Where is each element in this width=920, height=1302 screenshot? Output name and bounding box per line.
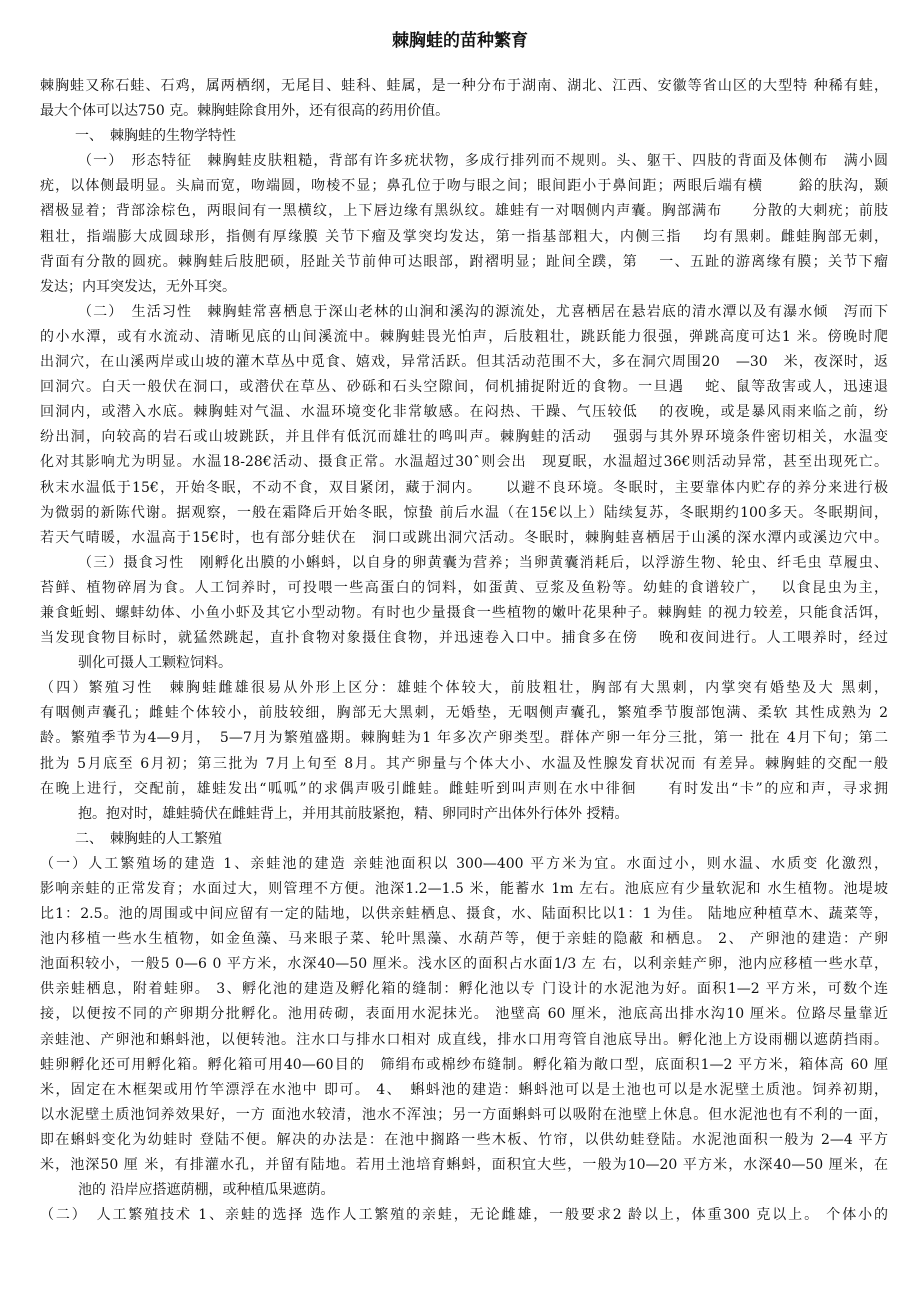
text-line: 当发现食物目标时，就猛然跳起，直扑食物对象摄住食物，并迅速卷入口中。捕食多在傍 晚和夜间进行。人工喂养时，经过 — [40, 630, 888, 647]
text-line: 疣，以体侧最明显。头扁而宽，吻端圆，吻棱不显；鼻孔位于吻与眼之间；眼间距小于鼻间距；两眼后端有横 鋊的肤沟，颞 — [40, 178, 888, 195]
text-line: 纷出洞，向较高的岩石或山坡跳跃，并且伴有低沉而雄壮的鸣叫声。棘胸蛙的活动 强弱与其外界环境条件密切相关，水温变 — [40, 429, 888, 446]
text-line: 比1：2.5。池的周围或中间应留有一定的陆地，以供亲蛙栖息、摄食，水、陆面积比以1：1 为佳。 陆地应种植草木、蔬菜等， — [40, 906, 888, 923]
text-line: 棘胸蛙又称石蛙、石鸡，属两栖纲，无尾目、蛙科、蛙属，是一种分布于湖南、湖北、江西、安徽等省山区的大型特 种稀有蛙， — [40, 78, 888, 94]
text-line: 米，固定在木框架或用竹竿漂浮在水池中 即可。 4、 蝌蚪池的建造：蝌蚪池可以是土池也可以是水泥壁土质池。饲养初期， — [40, 1081, 888, 1098]
text-line: 蛙卵孵化还可用孵化箱。孵化箱可用40—60目的 筛绢布或棉纱布缝制。孵化箱为敞口型，底面积1—2 平方米，箱体高 60 厘 — [40, 1056, 888, 1073]
text-line: （二） 生活习性 棘胸蛙常喜栖息于深山老林的山涧和溪沟的源流处，尤喜栖居在悬岩底的清水潭以及有瀑水倾 泻而下 — [78, 303, 888, 320]
text-line: （四）繁殖习性 棘胸蛙雌雄很易从外形上区分：雄蛙个体较大，前肢粗壮，胸部有大黑刺，内掌突有婚垫及大 黑刺， — [40, 680, 888, 697]
text-line: 供亲蛙栖息，附着蛙卵。 3、孵化池的建造及孵化箱的缝制：孵化池以专 门设计的水泥池为好。面积1—2 平方米，可数个连 — [40, 981, 888, 998]
text-line: 池面积较小，一般5 0—6 0 平方米，水深40—50 厘米。浅水区的面积占水面1/3 左 右，以利亲蛙产卵，池内应移植一些水草， — [40, 956, 888, 973]
document-body — [40, 74, 888, 1228]
text-line: 接，以便按不同的产卵期分批孵化。池用砖砌，表面用水泥抹光。 池壁高 60 厘米，池底高出排水沟10 厘米。位路尽量靠近 — [40, 1006, 888, 1023]
text-line: 发达；内耳突发达，无外耳突。 — [40, 278, 236, 295]
text-line: 龄。繁殖季节为4—9月， 5—7月为繁殖盛期。棘胸蛙为1 年多次产卵类型。群体产卵一年分三批，第一 批在 4月下旬；第二 — [40, 730, 888, 747]
text-line: 亲蛙池、产卵池和蝌蚪池，以便转池。注水口与排水口相对 成直线，排水口用弯管自池底导出。孵化池上方设雨棚以遮荫挡雨。 — [40, 1031, 888, 1048]
text-line: 出洞穴，在山溪两岸或山坡的灌木草丛中觅食、嬉戏，异常活跃。但其活动范围不大，多在洞穴周围20 —30 米，夜深时，返 — [40, 354, 888, 371]
text-line: 背面有分散的圆疣。棘胸蛙后肢肥硕，胫趾关节前伸可达眼部，跗褶明显；趾间全蹼，第 一、五趾的游离缘有膜；关节下瘤 — [40, 253, 888, 270]
text-line: （一）人工繁殖场的建造 1、亲蛙池的建造 亲蛙池面积以 300—400 平方米为宜。水面过小，则水温、水质变 化激烈， — [40, 855, 888, 872]
text-line: 回洞内，或潜入水底。棘胸蛙对气温、水温环境变化非常敏感。在闷热、干躁、气压较低 的夜晚，或是暴风雨来临之前，纷 — [40, 404, 888, 421]
text-line: 在晚上进行，交配前，雄蛙发出“呱呱”的求偶声吸引雌蛙。雌蛙听到叫声则在水中徘徊 有时发出“卡”的应和声，寻求拥 — [40, 780, 888, 797]
text-line: 粗壮，指端膨大成圆球形，指侧有厚缘膜 关节下瘤及掌突均发达，第一指基部粗大，内侧三指 均有黑刺。雌蛙胸部无刺， — [40, 228, 888, 245]
text-line: 若天气晴暖，水温高于15€时，也有部分蛙伏在 洞口或跳出洞穴活动。冬眠时，棘胸蛙喜栖居于山溪的深水潭内或溪边穴中。 — [40, 529, 888, 546]
section-heading: 二、 棘胸蛙的人工繁殖 — [75, 830, 222, 847]
section-heading: 一、 棘胸蛙的生物学特性 — [75, 128, 236, 145]
document-title: 棘胸蛙的苗种繁育 — [392, 31, 528, 51]
text-line: 苔鲜、植物碎屑为食。人工饲养时，可投喂一些高蛋白的饲料，如蛋黄、豆浆及鱼粉等。幼蛙的食谱较广， 以食昆虫为主， — [40, 579, 888, 596]
text-line: 有咽侧声囊孔；雌蛙个体较小，前肢较细，胸部无大黑刺，无婚垫，无咽侧声囊孔，繁殖季节腹部饱满、柔软 其性成熟为 2 — [40, 705, 888, 722]
text-line: 即在蝌蚪变化为幼蛙时 登陆不便。解决的办法是：在池中搁路一些木板、竹帘，以供幼蛙登陆。水泥池面积一般为 2—4 平方 — [40, 1131, 888, 1148]
text-line: 批为 5月底至 6月初；第三批为 7月上旬至 8月。其产卵量与个体大小、水温及性腺发育状况而 有差异。棘胸蛙的交配一般 — [40, 755, 888, 772]
text-line: （二） 人工繁殖技术 1、亲蛙的选择 选作人工繁殖的亲蛙，无论雌雄，一般要求2 龄以上，体重300 克以上。 个体小的 — [40, 1207, 888, 1224]
text-line: 影响亲蛙的正常发育；水面过大，则管理不方便。池深1.2—1.5 米，能蓄水 1m 左右。池底应有少量软泥和 水生植物。池堤坡 — [40, 881, 888, 897]
text-line: 驯化可摄人工颗粒饲料。 — [78, 655, 232, 672]
text-line: 以水泥壁土质池饲养效果好，一方 面池水较清，池水不浑浊；另一方面蝌蚪可以吸附在池壁上休息。但水泥池也有不利的一面， — [40, 1106, 888, 1123]
text-line: 池内移植一些水生植物，如金鱼藻、马来眼子菜、轮叶黑藻、水葫芦等，便于亲蛙的隐蔽 和栖息。 2、 产卵池的建造：产卵 — [40, 931, 888, 948]
text-line: 池的 沿岸应搭遮荫棚，或种植瓜果遮荫。 — [78, 1182, 335, 1199]
text-line: 褶极显着；背部涂棕色，两眼间有一黑横纹，上下唇边缘有黑纵纹。雄蛙有一对咽侧内声囊。胸部满布 分散的大刺疣；前肢 — [40, 203, 888, 220]
text-line: 抱。抱对时，雄蛙骑伏在雌蛙背上，并用其前肢紧抱，精、卵同时产出体外行体外 授精。 — [78, 805, 629, 822]
text-line: 为微弱的新陈代谢。据观察，一般在霜降后开始冬眠，惊蛰 前后水温（在15€以上）陆续复苏，冬眠期约100多天。冬眠期间， — [40, 504, 888, 521]
text-line: （一） 形态特征 棘胸蛙皮肤粗糙，背部有许多疣状物，多成行排列而不规则。头、躯干、四肢的背面及体侧布 满小圆 — [78, 153, 888, 170]
text-line: 米，池深50 厘 米，有排灌水孔，并留有陆地。若用土池培育蝌蚪，面积宜大些，一般为10—20 平方米，水深40—50 厘米，在 — [40, 1157, 888, 1174]
text-line: 最大个体可以达750 克。棘胸蛙除食用外，还有很高的药用价值。 — [40, 103, 450, 120]
text-line: 化对其影响尤为明显。水温18-28€活动、摄食正常。水温超过30ˆ则会出 现夏眠，水温超过36€则活动异常，甚至出现死亡。 — [40, 454, 888, 471]
text-line: （三）摄食习性 刚孵化出膜的小蝌蚪，以自身的卵黄囊为营养；当卵黄囊消耗后，以浮游生物、轮虫、纤毛虫 草履虫、 — [78, 554, 888, 571]
text-line: 回洞穴。白天一般伏在洞口，或潜伏在草丛、砂砾和石头空隙间，伺机捕捉附近的食物。一旦遇 蛇、鼠等敌害或人，迅速退 — [40, 379, 888, 396]
text-line: 秋末水温低于15€，开始冬眠，不动不食，双目紧闭，藏于洞内。 以避不良环境。冬眠时，主要靠体内贮存的养分来进行极 — [40, 479, 888, 496]
text-line: 的小水潭，或有水流动、清晰见底的山间溪流中。棘胸蛙畏光怕声，后肢粗壮，跳跃能力很强，弹跳高度可达1 米。傍晚时爬 — [40, 328, 888, 345]
text-line: 兼食蚯蚓、螺蚌幼体、小鱼小虾及其它小型动物。有时也少量摄食一些植物的嫩叶花果种子。棘胸蛙 的视力较差，只能食活饵， — [40, 604, 888, 621]
